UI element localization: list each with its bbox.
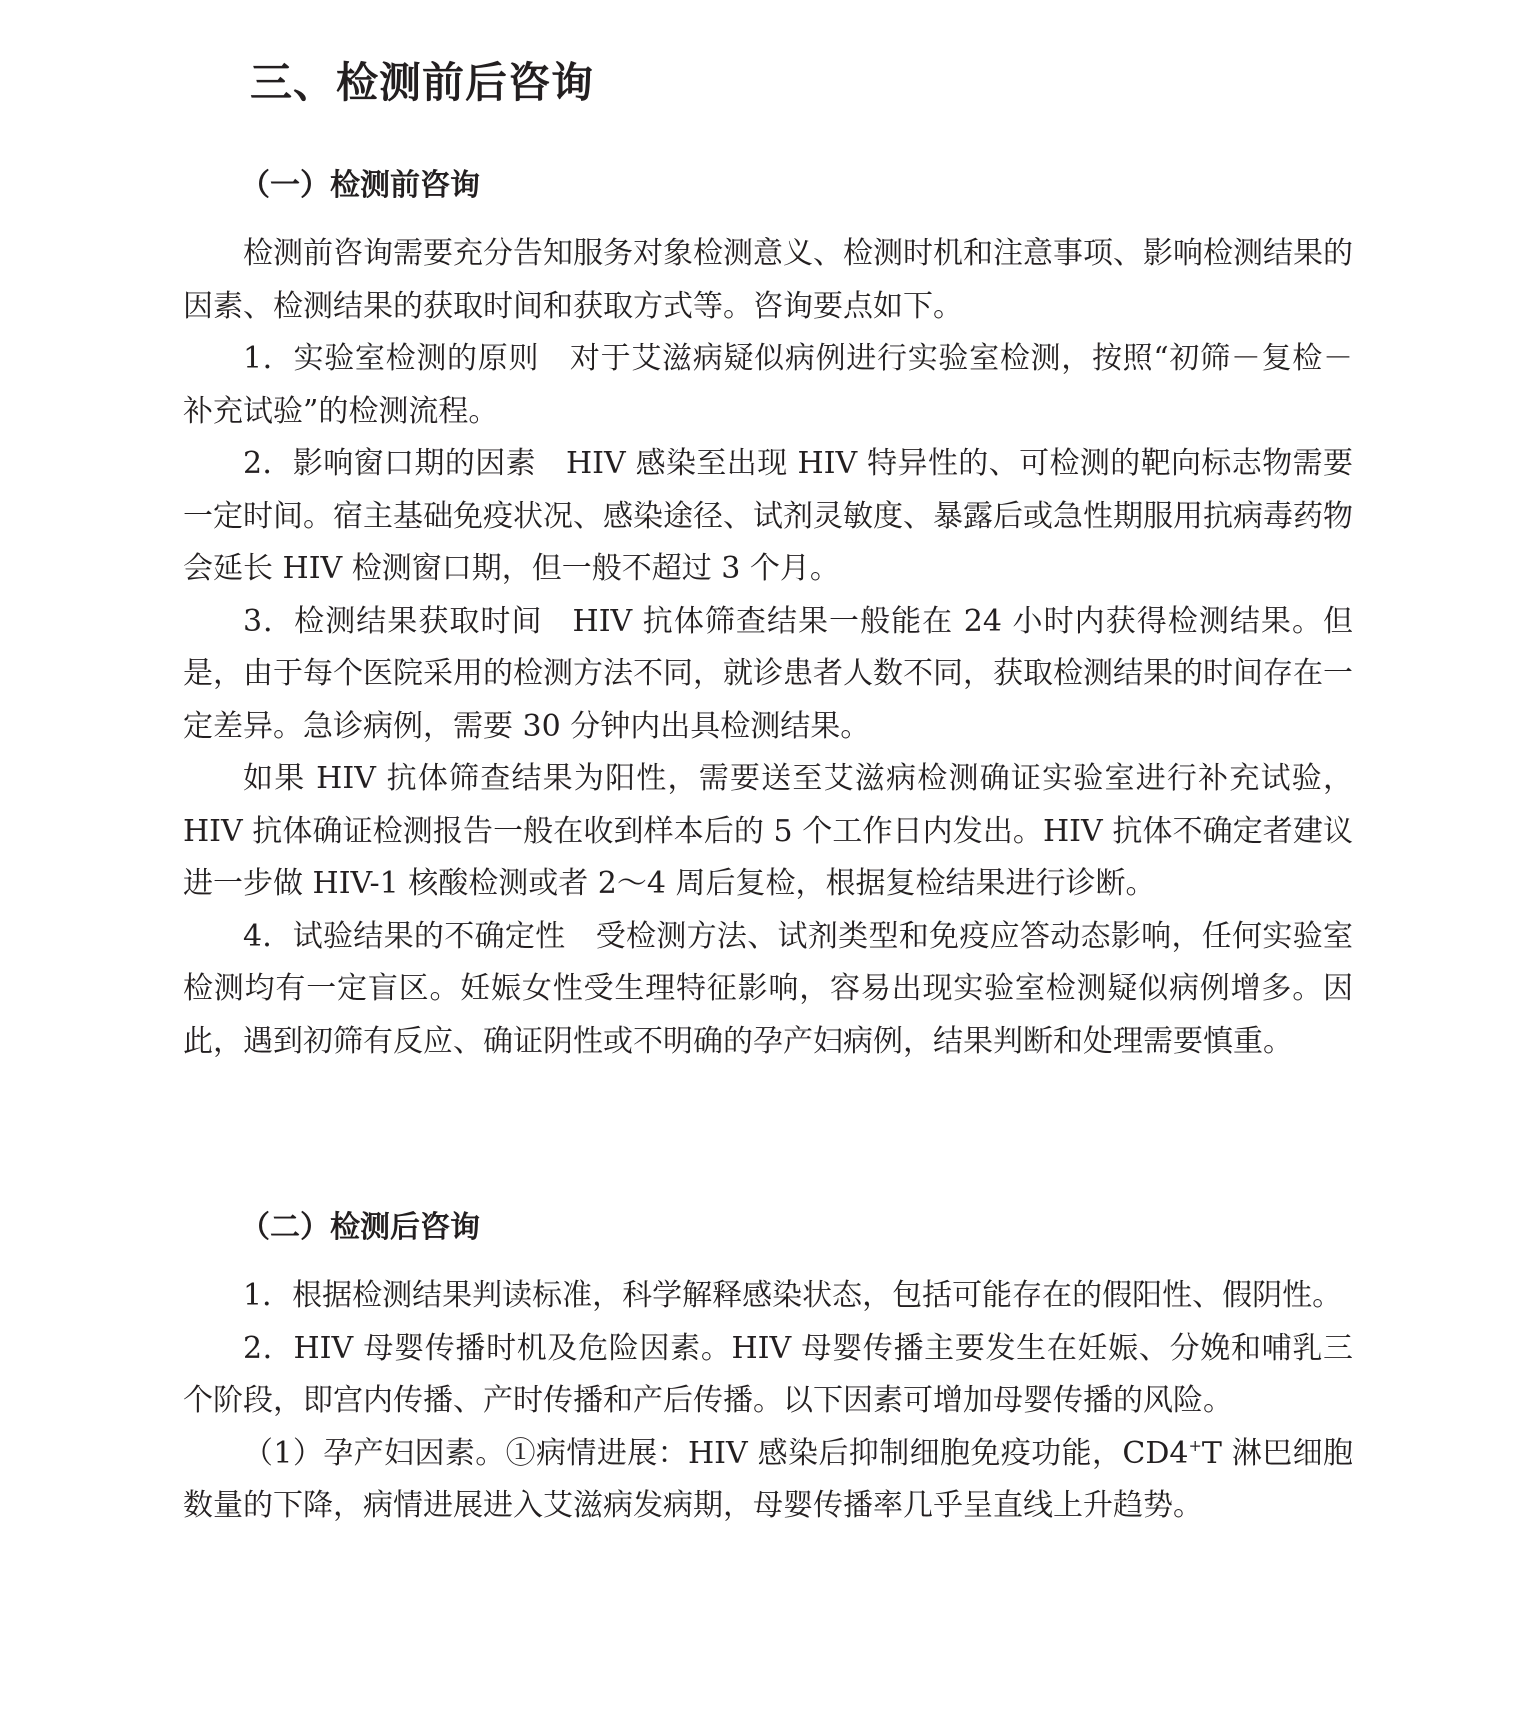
item-4-heading: 4．试验结果的不确定性: [243, 918, 566, 954]
positive-result-paragraph: 如果 HIV 抗体筛查结果为阳性，需要送至艾滋病检测确证实验室进行补充试验，HIV 抗体确证检测报告一般在收到样本后的 5 个工作日内发出。HIV 抗体不确定者建议进一步做 HIV-1 核酸检测或者 2～4 周后复检，根据复检结果进行诊断。: [183, 761, 1353, 901]
pre-test-item-3: [183, 596, 1353, 754]
pre-test-item-4: [183, 911, 1353, 1069]
section-title: 三、检测前后咨询: [250, 58, 595, 107]
item-2-heading: 2．影响窗口期的因素: [243, 446, 537, 481]
pre-test-item-2: [183, 438, 1353, 596]
post-test-item-1: 1．根据检测结果判读标准，科学解释感染状态，包括可能存在的假阳性、假阴性。: [243, 1278, 1343, 1313]
item-3-text-pre: （1）孕产妇因素。①病情进展：HIV 感染后抑制细胞免疫功能，CD4: [243, 1435, 1189, 1471]
item-1-body: 对于艾滋病疑似病例进行实验室检测，按照“初筛－复检－补充试验”的检测流程。: [183, 341, 1353, 429]
post-test-item-3: [183, 1428, 1353, 1533]
item-2-body: HIV 感染至出现 HIV 特异性的、可检测的靶向标志物需要一定时间。宿主基础免疫状况、感染途径、试剂灵敏度、暴露后或急性期服用抗病毒药物会延长 HIV 检测窗口期，但一般不超过 3 个月。: [183, 446, 1353, 586]
subsection-title-pre-test: （一）检测前咨询: [240, 168, 480, 203]
post-test-item-2: 2．HIV 母婴传播时机及危险因素。HIV 母婴传播主要发生在妊娠、分娩和哺乳三个阶段，即宫内传播、产时传播和产后传播。以下因素可增加母婴传播的风险。: [183, 1330, 1353, 1418]
item-3-body: HIV 抗体筛查结果一般能在 24 小时内获得检测结果。但是，由于每个医院采用的检测方法不同，就诊患者人数不同，获取检测结果的时间存在一定差异。急诊病例，需要 30 分钟内出具检测结果。: [183, 603, 1353, 744]
pre-test-intro-paragraph: 检测前咨询需要充分告知服务对象检测意义、检测时机和注意事项、影响检测结果的因素、检测结果的获取时间和获取方式等。咨询要点如下。: [183, 236, 1353, 324]
item-3-text-post: T 淋巴细胞数量的下降，病情进展进入艾滋病发病期，母婴传播率几乎呈直线上升趋势。: [183, 1435, 1354, 1523]
pre-test-item-1: [183, 333, 1353, 438]
superscript-plus: +: [1188, 1435, 1202, 1455]
subsection-title-post-test: （二）检测后咨询: [240, 1210, 480, 1245]
item-4-body: 受检测方法、试剂类型和免疫应答动态影响，任何实验室检测均有一定盲区。妊娠女性受生理特征影响，容易出现实验室检测疑似病例增多。因此，遇到初筛有反应、确证阴性或不明确的孕产妇病例，结果判断和处理需要慎重。: [183, 918, 1353, 1059]
item-3-heading: 3．检测结果获取时间: [243, 603, 543, 639]
post-test-body: [183, 1270, 1353, 1533]
pre-test-body: [183, 228, 1353, 1068]
item-1-heading: 1．实验室检测的原则: [243, 341, 540, 376]
